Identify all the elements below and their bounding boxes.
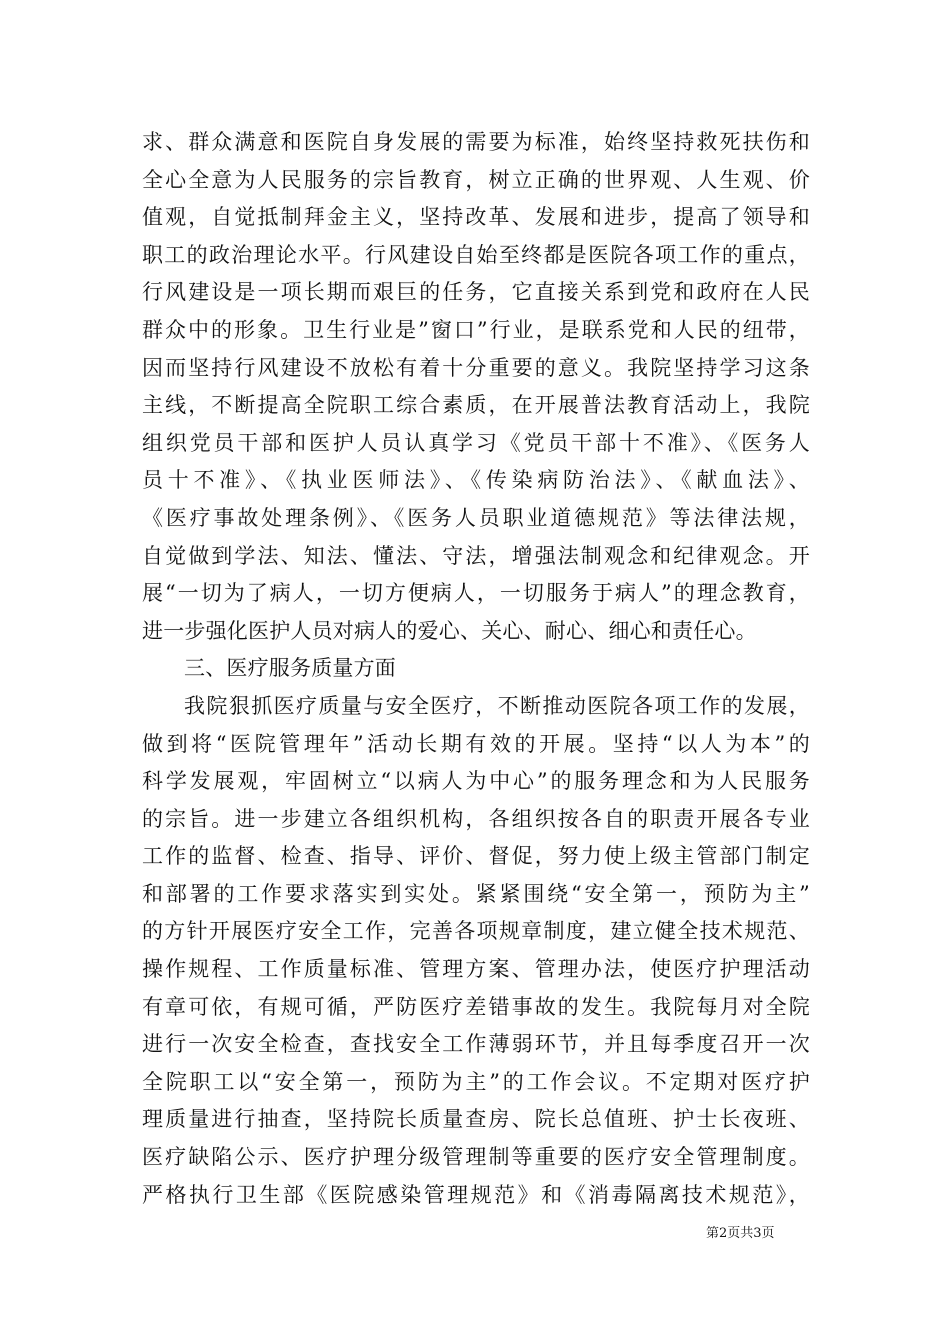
text-line: 进一步强化医护人员对病人的爱心、关心、耐心、细心和责任心。 bbox=[142, 618, 757, 643]
text-line: 科学发展观，牢固树立“以病人为中心”的服务理念和为人民服务 bbox=[142, 769, 810, 794]
section-heading: 三、医疗服务质量方面 bbox=[184, 656, 396, 681]
text-line: 理质量进行抽查，坚持院长质量查房、院长总值班、护士长夜班、 bbox=[142, 1107, 810, 1132]
text-line: 《医疗事故处理条例》、《医务人员职业道德规范》等法律法规， bbox=[142, 505, 810, 530]
text-line: 组织党员干部和医护人员认真学习《党员干部十不准》、《医务人 bbox=[142, 430, 810, 455]
text-line: 工作的监督、检查、指导、评价、督促，努力使上级主管部门制定 bbox=[142, 844, 810, 869]
text-line: 医疗缺陷公示、医疗护理分级管理制等重要的医疗安全管理制度。 bbox=[142, 1145, 810, 1170]
text-line: 行风建设是一项长期而艰巨的任务，它直接关系到党和政府在人民 bbox=[142, 280, 810, 305]
page-number-footer: 第2页共3页 bbox=[706, 1226, 775, 1241]
document-body bbox=[142, 124, 810, 1214]
text-line: 做到将“医院管理年”活动长期有效的开展。坚持“以人为本”的 bbox=[142, 731, 810, 756]
text-line: 员十不准》、《执业医师法》、《传染病防治法》、《献血法》、 bbox=[142, 468, 810, 493]
text-line: 和部署的工作要求落实到实处。紧紧围绕“安全第一，预防为主” bbox=[142, 881, 810, 906]
text-line: 自觉做到学法、知法、懂法、守法，增强法制观念和纪律观念。开 bbox=[142, 543, 810, 568]
text-line: 职工的政治理论水平。行风建设自始至终都是医院各项工作的重点， bbox=[142, 242, 810, 267]
text-line: 的方针开展医疗安全工作，完善各项规章制度，建立健全技术规范、 bbox=[142, 919, 810, 944]
text-line: 我院狠抓医疗质量与安全医疗，不断推动医院各项工作的发展， bbox=[184, 693, 810, 718]
text-line: 操作规程、工作质量标准、管理方案、管理办法，使医疗护理活动 bbox=[142, 957, 810, 982]
text-line: 求、群众满意和医院自身发展的需要为标准，始终坚持救死扶伤和 bbox=[142, 130, 810, 154]
text-line: 有章可依，有规可循，严防医疗差错事故的发生。我院每月对全院 bbox=[142, 994, 810, 1019]
text-line: 群众中的形象。卫生行业是”窗口”行业，是联系党和人民的纽带， bbox=[142, 317, 810, 342]
text-line: 全心全意为人民服务的宗旨教育，树立正确的世界观、人生观、价 bbox=[142, 167, 810, 192]
text-line: 因而坚持行风建设不放松有着十分重要的意义。我院坚持学习这条 bbox=[142, 355, 810, 380]
text-line: 主线，不断提高全院职工综合素质，在开展普法教育活动上，我院 bbox=[142, 393, 810, 418]
text-line: 展“一切为了病人，一切方便病人，一切服务于病人”的理念教育， bbox=[142, 581, 810, 606]
text-line: 值观，自觉抵制拜金主义，坚持改革、发展和进步，提高了领导和 bbox=[142, 205, 810, 230]
text-line: 的宗旨。进一步建立各组织机构，各组织按各自的职责开展各专业 bbox=[142, 806, 810, 831]
text-line: 全院职工以“安全第一，预防为主”的工作会议。不定期对医疗护 bbox=[142, 1069, 810, 1094]
text-line: 严格执行卫生部《医院感染管理规范》和《消毒隔离技术规范》， bbox=[142, 1182, 810, 1207]
text-line: 进行一次安全检查，查找安全工作薄弱环节，并且每季度召开一次 bbox=[142, 1032, 810, 1057]
